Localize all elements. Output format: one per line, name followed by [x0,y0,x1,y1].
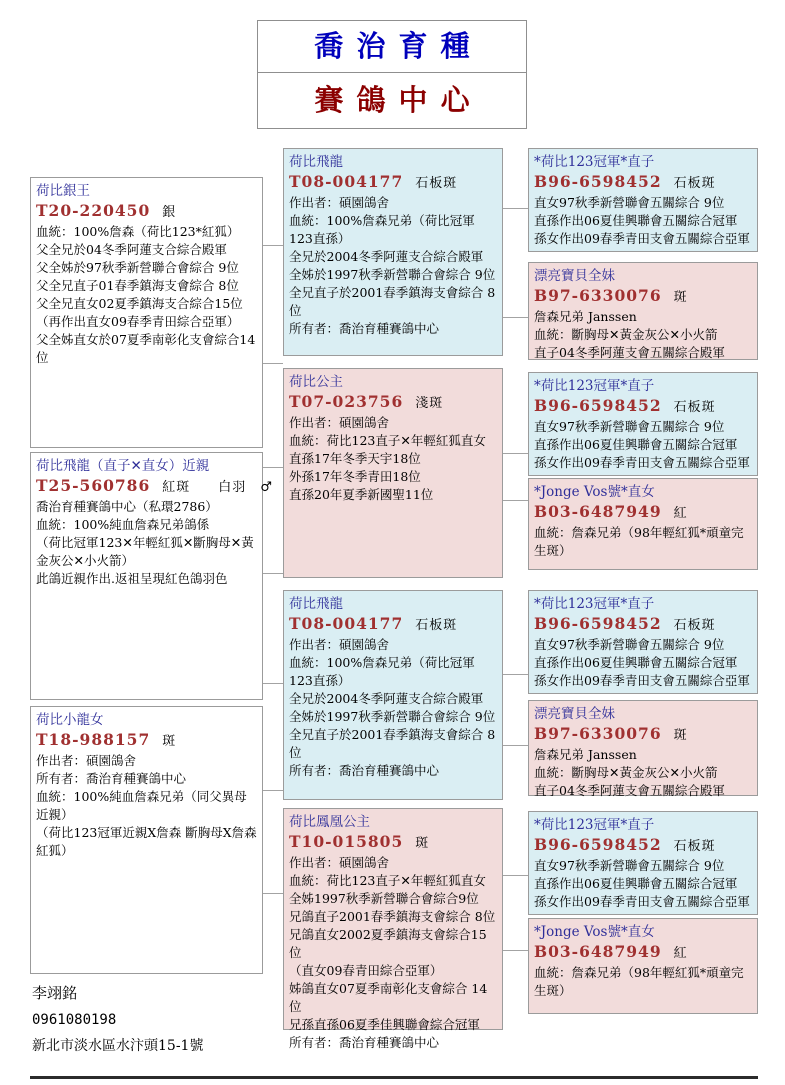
connector-line [503,950,528,951]
pedigree-box-R5 [528,590,758,694]
feather-color-note: 斑 [162,734,177,749]
pedigree-text-line: 血統：斷胸母✕黃金灰公✕小火箭 [534,327,718,342]
pedigree-text-line: 直子04冬季阿蓮支會五關綜合殿軍 [534,345,725,360]
breeder-name-title: 喬治育種 [314,29,483,63]
pedigree-text-line: 血統：荷比123直子✕年輕紅狐直女 [289,433,486,448]
pedigree-text-line: 詹森兄弟 Janssen [534,747,637,762]
bird-description [289,854,497,1052]
feather-color-note: 石板斑 [673,839,716,854]
connector-line [263,363,283,364]
pedigree-box-R4 [528,478,758,570]
pedigree-text-line: （直女09春青田綜合亞軍） [289,963,443,978]
bird-name: 荷比鳳凰公主 [289,814,370,830]
connector-line [503,453,528,454]
pedigree-text-line: 作出者：碩園鴿舍 [289,855,390,870]
connector-line [263,683,283,684]
connector-line [263,245,283,246]
header-title-box-bottom [257,72,527,129]
feather-color-note: 石板斑 [415,618,458,633]
bird-name: 荷比小龍女 [36,712,104,728]
feather-color-note: 斑 [673,290,688,305]
bird-description [534,524,752,560]
ring-row [534,501,752,524]
ring-row [36,475,273,498]
pedigree-box-L2 [30,452,273,700]
pedigree-text-line: 血統：100%純血詹森兄弟鴿係 [36,517,210,532]
connector-line [503,875,528,876]
ring-row [289,831,497,854]
pedigree-text-line: 血統：100%純血詹森兄弟（同父異母近親） [36,789,247,822]
contact-block [32,980,203,1059]
feather-color-note: 紅斑 白羽 ♂ [162,480,273,495]
pedigree-text-line: 直孫作出06夏佳興聯會五關綜合冠軍 [534,876,738,891]
pedigree-text-line: 直女97秋季新營聯會五關綜合 9位 [534,637,725,652]
pedigree-text-line: 所有者：喬治育種賽鴿中心 [289,1035,440,1050]
ring-number: B96-6598452 [534,172,662,191]
pedigree-text-line: 作出者：碩園鴿舍 [36,753,137,768]
ring-number: T18-988157 [36,730,151,749]
connector-line [503,317,528,318]
pedigree-box-R2 [528,262,758,360]
pedigree-text-line: 全姊於1997秋季新營聯合會綜合 9位 [289,267,496,282]
feather-color-note: 石板斑 [673,618,716,633]
phone-number: 0961080198 [32,1012,117,1028]
pedigree-text-line: 孫女作出09春季青田支會五關綜合亞軍 [534,455,750,470]
ring-row [36,729,257,752]
feather-color-note: 石板斑 [673,400,716,415]
pedigree-text-line: 直孫作出06夏佳興聯會五關綜合冠軍 [534,437,738,452]
connector-line [503,674,528,675]
bird-description [534,964,752,1000]
header-title-box-top [257,20,527,73]
pedigree-text-line: 兄鴿直子2001春季鎮海支會綜合 8位 [289,909,496,924]
pedigree-text-line: 直女97秋季新營聯會五關綜合 9位 [534,419,725,434]
ring-row [534,613,752,636]
pedigree-text-line: 直孫20年夏季新國聖11位 [289,487,434,502]
pedigree-box-M1 [283,148,503,356]
connector-line [263,790,283,791]
pedigree-text-line: 全兄於2004冬季阿蓮支合綜合殿軍 [289,691,484,706]
pedigree-text-line: 所有者：喬治育種賽鴿中心 [289,321,440,336]
pedigree-text-line: 父全兄直子01春季鎮海支會綜合 8位 [36,278,239,293]
bottom-divider-rule [30,1076,758,1079]
pedigree-text-line: 全兄直子於2001春季鎮海支會綜合 8位 [289,727,496,760]
ring-row [534,395,752,418]
feather-color-note: 淺斑 [415,396,444,411]
bird-name: *荷比123冠軍*直子 [534,378,655,394]
bird-name: 荷比飛龍 [289,154,343,170]
bird-name: 荷比飛龍 [289,596,343,612]
pedigree-text-line: 姊鴿直女07夏季南彰化支會綜合 14位 [289,981,488,1014]
ring-number: T20-220450 [36,201,151,220]
pedigree-text-line: 全姊1997秋季新營聯合會綜合9位 [289,891,479,906]
pedigree-text-line: 血統：斷胸母✕黃金灰公✕小火箭 [534,765,718,780]
pedigree-box-L3 [30,706,263,974]
pedigree-text-line: 喬治育種賽鴿中心（私環2786） [36,499,218,514]
ring-number: T10-015805 [289,832,404,851]
pedigree-text-line: 直孫作出06夏佳興聯會五關綜合冠軍 [534,655,738,670]
pedigree-text-line: 孫女作出09春季青田支會五關綜合亞軍 [534,894,750,909]
feather-color-note: 石板斑 [673,176,716,191]
bird-description [36,498,257,588]
pedigree-text-line: 孫女作出09春季青田支會五關綜合亞軍 [534,673,750,688]
center-name-title: 賽鴿中心 [314,83,483,117]
pedigree-text-line: 此鴿近親作出.返祖呈現紅色鴿羽色 [36,571,228,586]
pedigree-box-M2 [283,368,503,578]
bird-name: *Jonge Vos號*直女 [534,924,655,940]
feather-color-note: 紅 [673,506,688,521]
pedigree-text-line: 作出者：碩園鴿舍 [289,195,390,210]
connector-line [263,573,283,574]
bird-description [534,857,752,911]
ring-number: T08-004177 [289,172,404,191]
pedigree-text-line: （再作出直女09春季青田綜合亞軍） [36,314,240,329]
pedigree-box-R7 [528,811,758,915]
pedigree-text-line: 直孫17年冬季天宇18位 [289,451,421,466]
bird-name: 荷比銀王 [36,183,90,199]
connector-line [263,467,283,468]
bird-description [289,414,497,504]
feather-color-note: 斑 [673,728,688,743]
connector-line [503,208,528,209]
feather-color-note: 石板斑 [415,176,458,191]
bird-name: *Jonge Vos號*直女 [534,484,655,500]
pedigree-text-line: 血統：100%詹森兄弟（荷比冠軍123直孫） [289,655,475,688]
ring-number: B96-6598452 [534,835,662,854]
ring-row [289,613,497,636]
ring-row [289,171,497,194]
pedigree-text-line: 全姊於1997秋季新營聯合會綜合 9位 [289,709,496,724]
ring-row [534,171,752,194]
ring-row [534,834,752,857]
pedigree-text-line: 血統：荷比123直子✕年輕紅狐直女 [289,873,486,888]
feather-color-note: 銀 [162,205,177,220]
pedigree-text-line: 血統：詹森兄弟（98年輕紅狐*頑童完生斑） [534,965,744,998]
connector-line [503,745,528,746]
pedigree-text-line: 所有者：喬治育種賽鴿中心 [36,771,187,786]
owner-name: 李翊銘 [32,984,78,1002]
pedigree-text-line: 直女97秋季新營聯會五關綜合 9位 [534,195,725,210]
bird-description [36,752,257,860]
bird-description [534,194,752,248]
address: 新北市淡水區水汴頭15-1號 [32,1038,204,1054]
bird-name: 荷比公主 [289,374,343,390]
ring-number: T25-560786 [36,476,151,495]
bird-name: *荷比123冠軍*直子 [534,817,655,833]
pedigree-text-line: 父全姊直女於07夏季南彰化支會綜合14位 [36,332,256,365]
ring-row [36,200,257,223]
pedigree-text-line: 孫女作出09春季青田支會五關綜合亞軍 [534,231,750,246]
pedigree-box-R8 [528,918,758,1014]
pedigree-text-line: 外孫17年冬季青田18位 [289,469,421,484]
pedigree-text-line: 所有者：喬治育種賽鴿中心 [289,763,440,778]
ring-row [534,723,752,746]
pedigree-text-line: 兄孫直孫06夏季佳興聯會綜合冠軍 [289,1017,480,1032]
pedigree-text-line: 作出者：碩園鴿舍 [289,637,390,652]
ring-number: B97-6330076 [534,286,662,305]
bird-name: 漂亮寶貝全妹 [534,706,615,722]
pedigree-text-line: 兄鴿直女2002夏季鎮海支會綜合15位 [289,927,487,960]
pedigree-text-line: 直女97秋季新營聯會五關綜合 9位 [534,858,725,873]
pedigree-text-line: 作出者：碩園鴿舍 [289,415,390,430]
pedigree-text-line: 父全姊於97秋季新營聯合會綜合 9位 [36,260,239,275]
pedigree-text-line: （荷比冠軍123✕年輕紅狐✕斷胸母✕黃金灰公✕小火箭） [36,535,254,568]
ring-number: B97-6330076 [534,724,662,743]
bird-description [534,636,752,690]
pedigree-text-line: 父全兄直女02夏季鎮海支合綜合15位 [36,296,243,311]
pedigree-text-line: 父全兄於04冬季阿蓮支合綜合殿軍 [36,242,227,257]
feather-color-note: 斑 [415,836,430,851]
feather-color-note: 紅 [673,946,688,961]
bird-description [289,636,497,780]
bird-description [534,746,752,800]
pedigree-box-M3 [283,590,503,800]
pedigree-text-line: 血統：100%詹森（荷比123*紅狐） [36,224,240,239]
ring-number: T08-004177 [289,614,404,633]
ring-row [534,941,752,964]
pedigree-text-line: 直孫作出06夏佳興聯會五關綜合冠軍 [534,213,738,228]
ring-number: B03-6487949 [534,502,662,521]
pedigree-text-line: （荷比123冠軍近親X詹森 斷胸母X詹森紅狐） [36,825,257,858]
bird-name: *荷比123冠軍*直子 [534,154,655,170]
pedigree-box-R1 [528,148,758,252]
bird-name: *荷比123冠軍*直子 [534,596,655,612]
bird-name: 荷比飛龍（直子✕直女）近親 [36,458,210,474]
ring-number: B03-6487949 [534,942,662,961]
pedigree-text-line: 血統：100%詹森兄弟（荷比冠軍123直孫） [289,213,475,246]
pedigree-box-R6 [528,700,758,796]
pedigree-box-R3 [528,372,758,476]
pedigree-text-line: 全兄於2004冬季阿蓮支合綜合殿軍 [289,249,484,264]
pedigree-text-line: 血統：詹森兄弟（98年輕紅狐*頑童完生斑） [534,525,744,558]
ring-number: B96-6598452 [534,396,662,415]
bird-description [534,308,752,362]
bird-description [534,418,752,472]
bird-description [289,194,497,338]
bird-description [36,223,257,367]
connector-line [503,500,528,501]
ring-number: T07-023756 [289,392,404,411]
pedigree-box-M4 [283,808,503,1050]
bird-name: 漂亮寶貝全妹 [534,268,615,284]
connector-line [263,893,283,894]
ring-number: B96-6598452 [534,614,662,633]
pedigree-text-line: 直子04冬季阿蓮支會五關綜合殿軍 [534,783,725,798]
pedigree-text-line: 詹森兄弟 Janssen [534,309,637,324]
ring-row [534,285,752,308]
pedigree-text-line: 全兄直子於2001春季鎮海支會綜合 8位 [289,285,496,318]
pedigree-box-L1 [30,177,263,448]
ring-row [289,391,497,414]
